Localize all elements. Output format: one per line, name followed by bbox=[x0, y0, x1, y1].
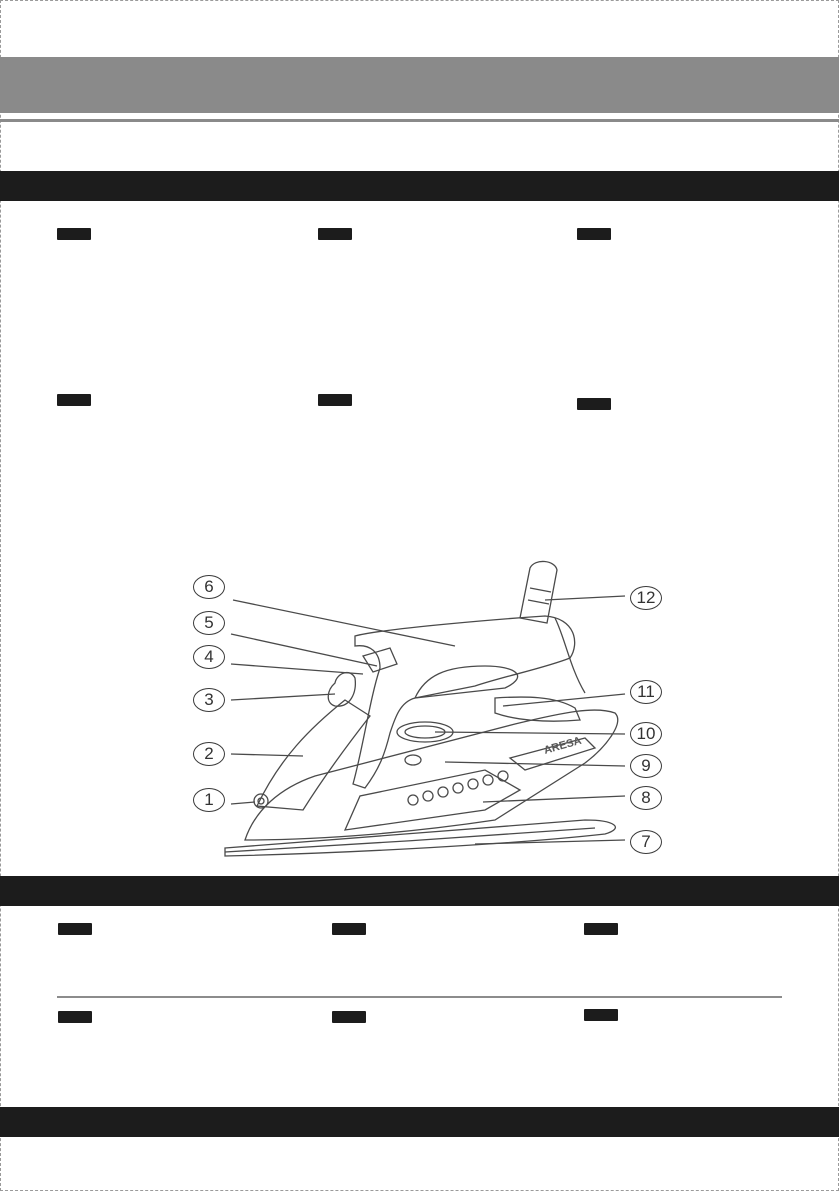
language-tag bbox=[318, 228, 352, 240]
language-tag bbox=[318, 394, 352, 406]
language-tag bbox=[584, 1009, 618, 1021]
header-rule bbox=[0, 119, 839, 122]
callout-11: 11 bbox=[630, 680, 662, 704]
language-tag bbox=[58, 923, 92, 935]
language-tag bbox=[57, 228, 91, 240]
language-tag bbox=[332, 923, 366, 935]
brand-logo: ARESA bbox=[542, 734, 583, 757]
callout-6: 6 bbox=[193, 575, 225, 599]
callout-10: 10 bbox=[630, 722, 662, 746]
callout-12: 12 bbox=[630, 586, 662, 610]
callout-5: 5 bbox=[193, 611, 225, 635]
section-band-middle bbox=[0, 876, 839, 906]
callout-8: 8 bbox=[630, 786, 662, 810]
callout-2: 2 bbox=[193, 742, 225, 766]
section-band-top bbox=[0, 171, 839, 201]
language-tag bbox=[577, 398, 611, 410]
callout-1: 1 bbox=[193, 788, 225, 812]
callout-3: 3 bbox=[193, 688, 225, 712]
header-band bbox=[0, 57, 839, 113]
section-band-bottom bbox=[0, 1107, 839, 1137]
language-tag bbox=[58, 1011, 92, 1023]
callout-9: 9 bbox=[630, 754, 662, 778]
divider-rule bbox=[57, 996, 782, 998]
callout-7: 7 bbox=[630, 830, 662, 854]
callout-4: 4 bbox=[193, 645, 225, 669]
language-tag bbox=[584, 923, 618, 935]
language-tag bbox=[57, 394, 91, 406]
language-tag bbox=[577, 228, 611, 240]
language-tag bbox=[332, 1011, 366, 1023]
steam-iron-diagram bbox=[185, 548, 695, 868]
